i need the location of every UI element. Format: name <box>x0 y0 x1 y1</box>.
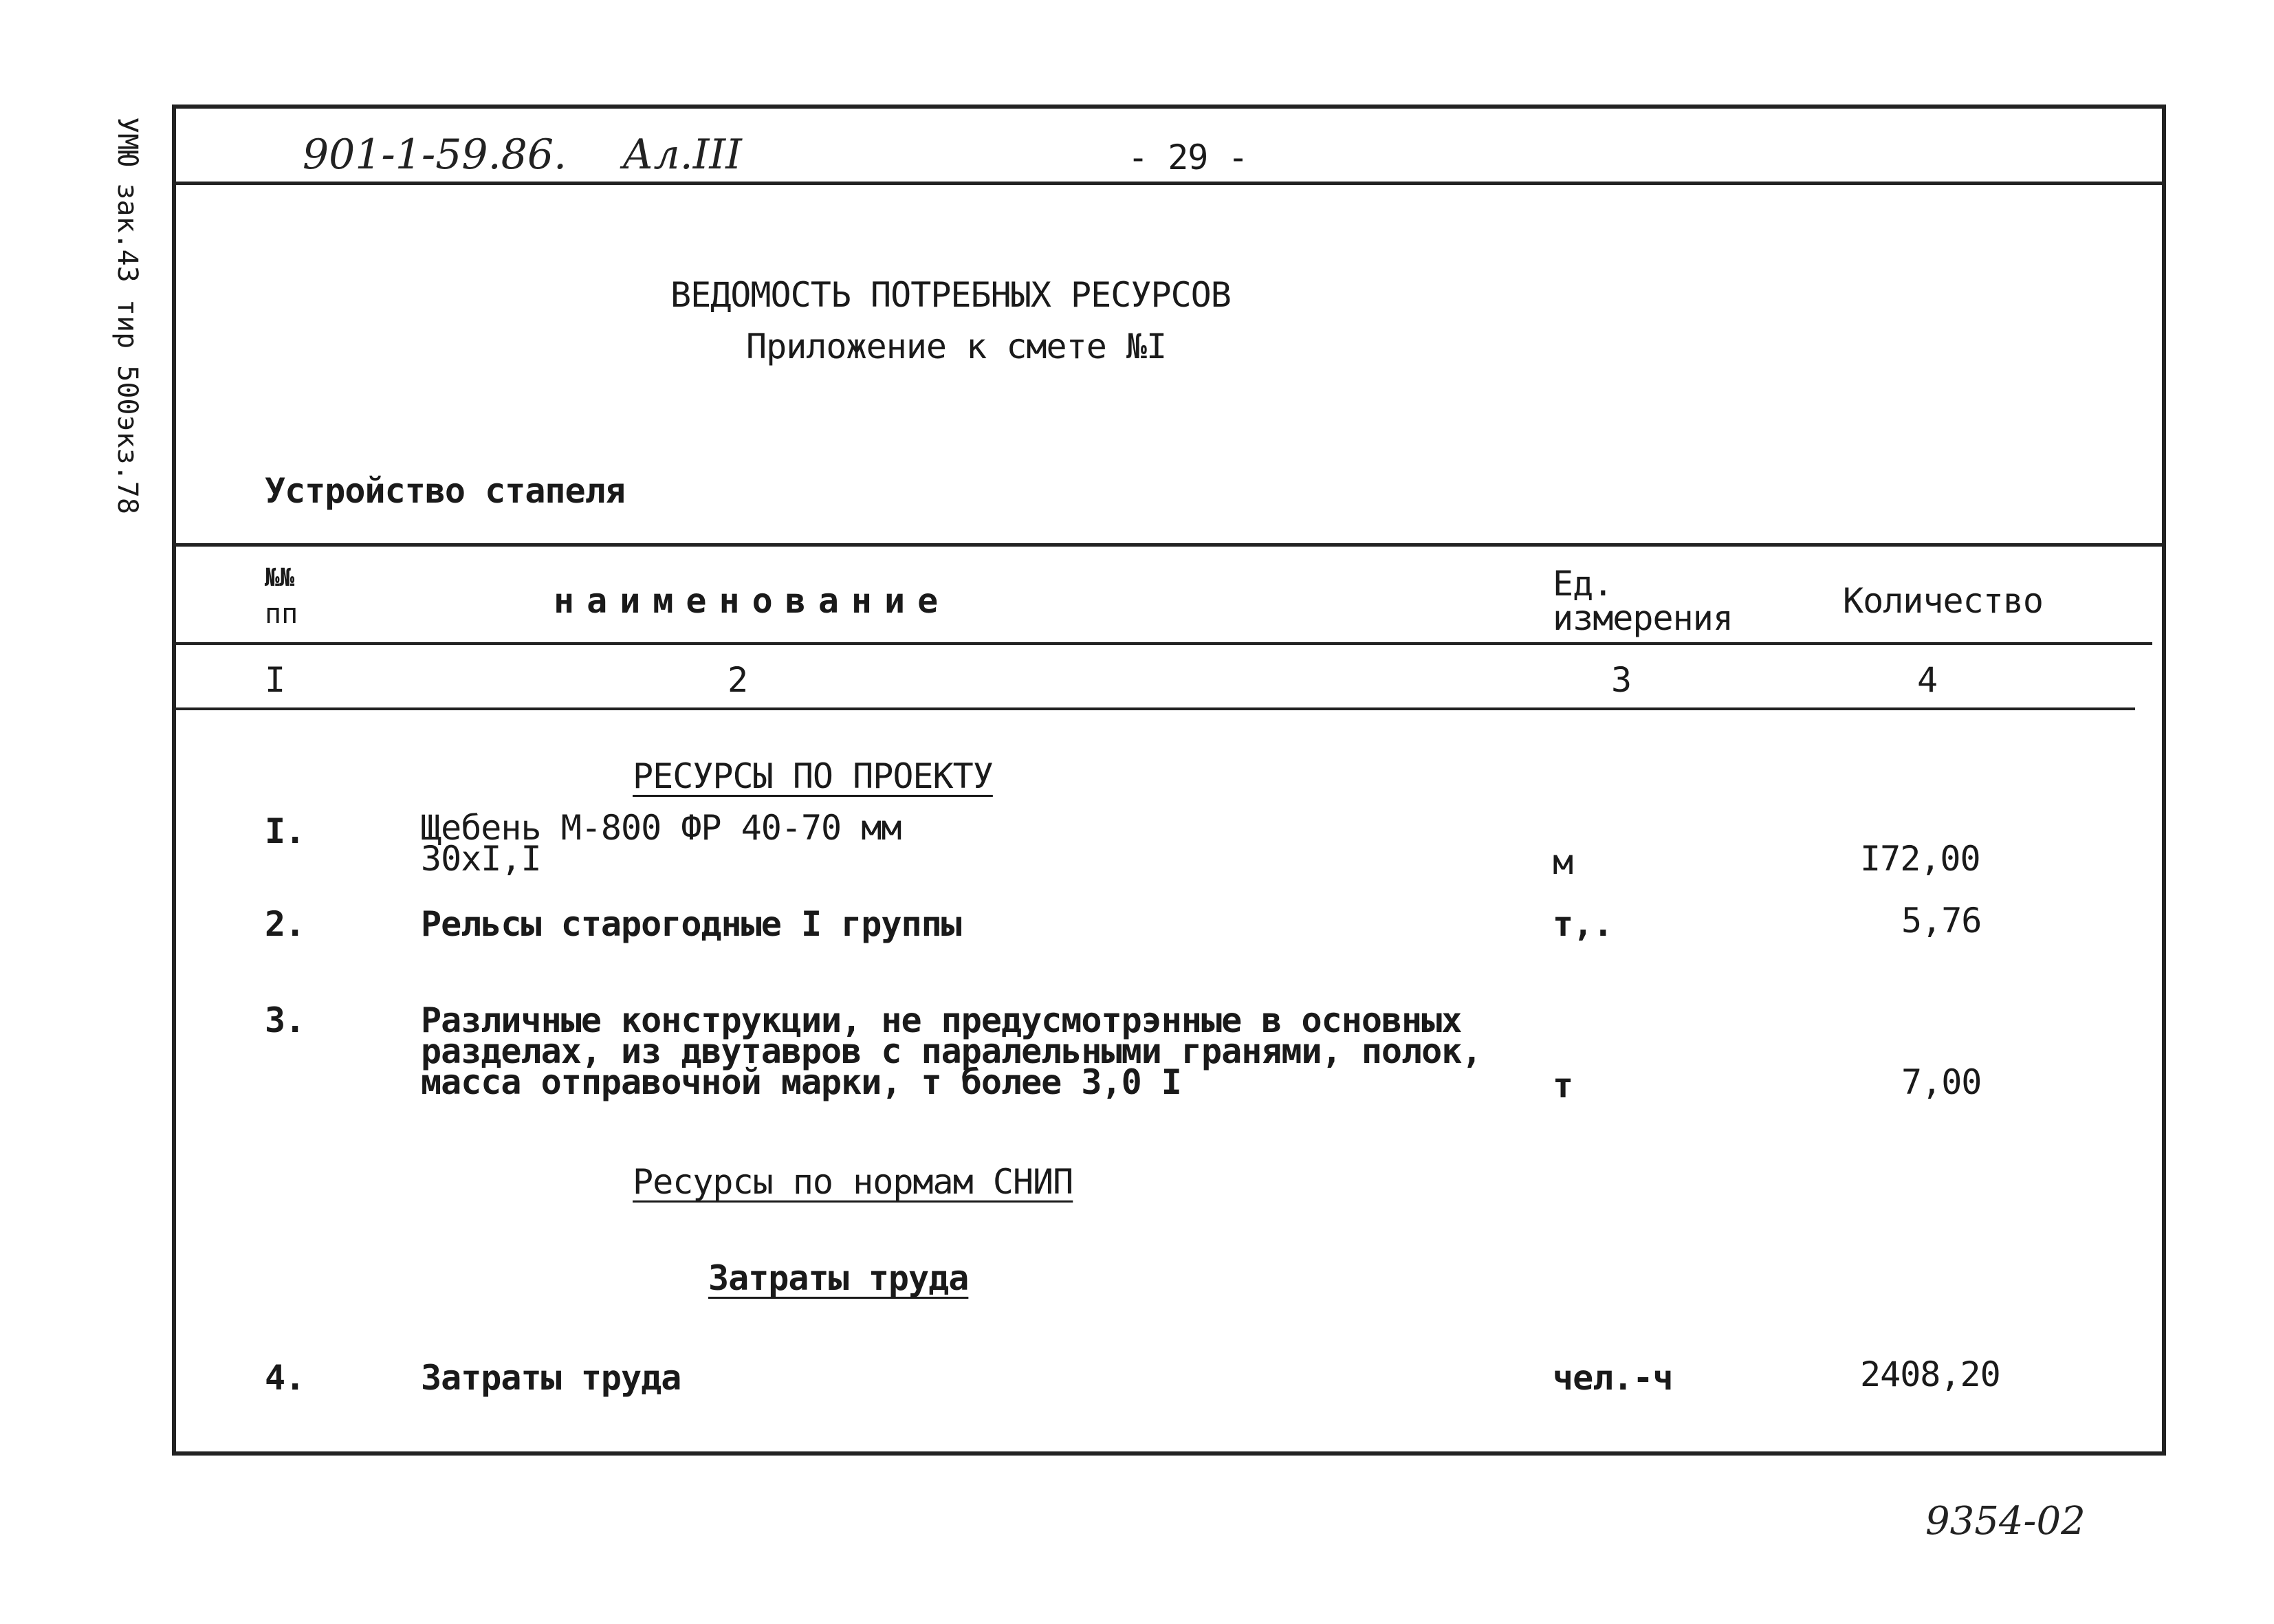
col-name-header: наименование <box>554 581 951 621</box>
row-3-name-line-1: Различные конструкции, не предусмотрэнные в основных <box>421 1000 1462 1040</box>
row-1-name-line-1: Щебень М-800 ФР 40-70 мм <box>421 808 901 848</box>
document-title: ВЕДОМОСТЬ ПОТРЕБНЫХ РЕСУРСОВ <box>670 275 1231 315</box>
header-divider <box>172 182 2166 185</box>
group-snip-resources: Ресурсы по нормам СНИП <box>633 1162 1073 1202</box>
album-label: Ал.III <box>622 131 742 179</box>
col-num-header-1: №№ <box>265 564 295 592</box>
row-4-name-line-1: Затраты труда <box>421 1358 681 1398</box>
row-4-unit: чел.-ч <box>1553 1358 1673 1398</box>
col-unit-header-1: Ед. <box>1553 564 1613 604</box>
row-3-qty: 7,00 <box>1901 1062 1982 1102</box>
col-qty-header: Количество <box>1843 581 2044 621</box>
col-number-4: 4 <box>1917 660 1938 700</box>
footer-code: 9354-02 <box>1925 1499 2086 1544</box>
row-2-num: 2. <box>265 904 305 944</box>
col-number-1: I <box>265 660 285 700</box>
group-labor-costs: Затраты труда <box>708 1258 969 1298</box>
row-3-unit: т <box>1553 1066 1573 1106</box>
col-num-header-2: пп <box>265 598 298 630</box>
document-code: 901-1-59.86. <box>303 131 567 179</box>
numbers-rule <box>172 707 2135 710</box>
col-unit-header-2: измерения <box>1553 598 1733 638</box>
table-top-rule <box>172 543 2166 547</box>
page-number: - 29 - <box>1128 138 1248 177</box>
row-4-qty: 2408,20 <box>1860 1354 2000 1394</box>
row-3-num: 3. <box>265 1000 305 1040</box>
header-rule <box>172 642 2152 645</box>
document-subtitle: Приложение к смете №I <box>746 327 1167 366</box>
row-3-name-line-2: разделах, из двутавров с паралельными гранями, полок, <box>421 1031 1482 1071</box>
col-number-2: 2 <box>728 660 748 700</box>
row-1-num: I. <box>265 811 305 851</box>
row-1-unit: м <box>1553 842 1573 882</box>
row-2-qty: 5,76 <box>1901 901 1982 941</box>
row-1-name-line-2: 30хI,I <box>421 839 541 879</box>
row-3-name-line-3: масса отправочной марки, т более 3,0 I <box>421 1062 1181 1102</box>
row-2-unit: т,. <box>1553 904 1613 944</box>
row-1-qty: I72,00 <box>1860 839 1980 879</box>
side-stamp <box>103 117 151 514</box>
side-stamp-text: УМЮ зак.43 тир 500экз.78 <box>111 117 143 514</box>
row-2-name-line-1: Рельсы старогодные I группы <box>421 904 961 944</box>
group-project-resources: РЕСУРСЫ ПО ПРОЕКТУ <box>633 756 993 796</box>
col-number-3: 3 <box>1611 660 1632 700</box>
section-title: Устройство стапеля <box>265 471 625 511</box>
row-4-num: 4. <box>265 1358 305 1398</box>
